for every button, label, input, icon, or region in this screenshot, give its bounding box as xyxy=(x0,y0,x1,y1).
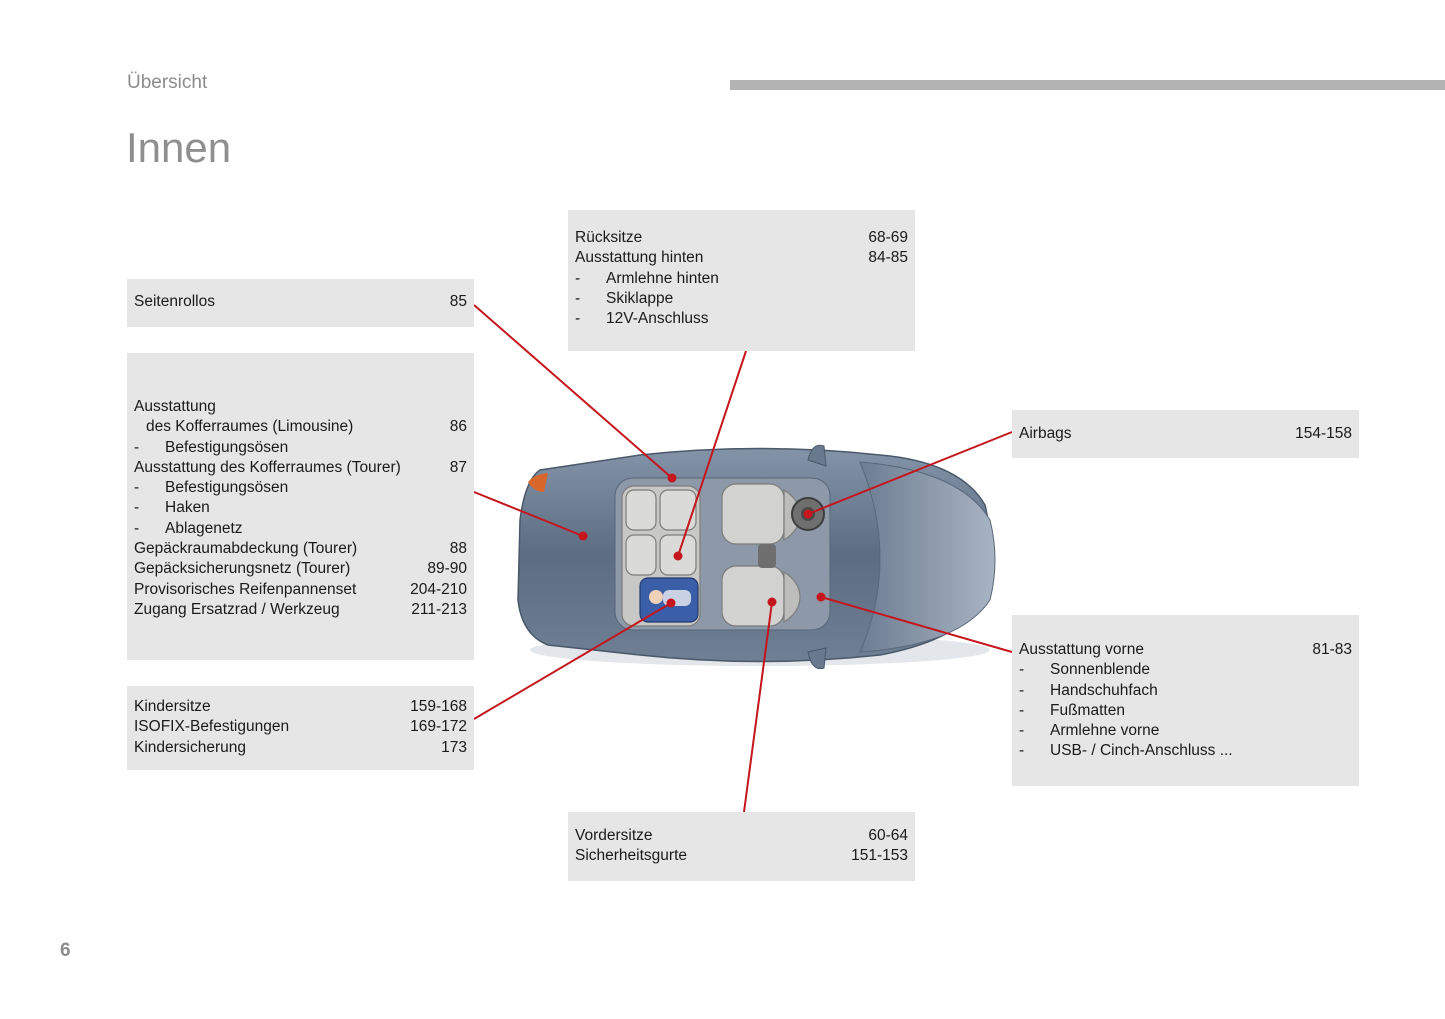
callout-label: - Befestigungsösen xyxy=(134,438,288,458)
callout-label: - Armlehne vorne xyxy=(1019,721,1159,741)
list-dash: - xyxy=(575,269,581,287)
callout-label: Gepäckraumabdeckung (Tourer) xyxy=(134,540,358,558)
callout-row xyxy=(1019,701,1352,721)
callout-row xyxy=(134,519,467,539)
leader-airbags-dot xyxy=(804,510,813,519)
callout-row xyxy=(134,717,467,737)
list-dash: - xyxy=(1019,661,1025,679)
callout-row xyxy=(134,580,467,600)
page-title: Innen xyxy=(126,124,232,171)
callout-label: - Haken xyxy=(134,498,210,518)
list-dash: - xyxy=(134,499,140,517)
list-dash: - xyxy=(134,479,140,497)
leader-kofferraum-dot xyxy=(579,532,588,541)
callout-row xyxy=(134,458,467,478)
callout-row xyxy=(1019,424,1352,444)
callout-ruecksitze xyxy=(568,210,915,351)
callout-label: - 12V-Anschluss xyxy=(575,309,709,329)
callout-row xyxy=(134,498,467,518)
callout-page-ref: 159-168 xyxy=(410,698,467,715)
callout-page-ref: 81-83 xyxy=(1312,641,1352,658)
callout-label: - Ablagenetz xyxy=(134,519,243,539)
callout-row xyxy=(134,738,467,758)
callout-label: - Fußmatten xyxy=(1019,701,1125,721)
callout-row xyxy=(1019,721,1352,741)
list-dash: - xyxy=(575,310,581,328)
callout-label: des Kofferraumes (Limousine) xyxy=(146,418,354,436)
callout-page-ref: 154-158 xyxy=(1295,425,1352,442)
center-console xyxy=(758,544,776,568)
callout-row xyxy=(134,478,467,498)
callout-page-ref: 84-85 xyxy=(868,249,908,267)
callout-row xyxy=(1019,660,1352,680)
leader-seitenrollos-dot xyxy=(668,474,677,483)
leader-vordersitze-dot xyxy=(768,598,777,607)
callout-page-ref: 204-210 xyxy=(410,580,467,598)
callout-row xyxy=(575,826,908,846)
callout-label: Kindersicherung xyxy=(134,738,247,756)
callout-label: Seitenrollos xyxy=(134,293,215,310)
callout-page-ref: 85 xyxy=(449,293,467,310)
list-dash: - xyxy=(1019,722,1025,740)
callout-page-ref: 87 xyxy=(449,458,467,476)
callout-label: Zugang Ersatzrad / Werkzeug xyxy=(134,600,340,618)
callout-label: - USB- / Cinch-Anschluss ... xyxy=(1019,741,1233,761)
callout-row xyxy=(1019,640,1352,660)
callout-label: ISOFIX-Befestigungen xyxy=(134,718,290,736)
callout-kofferraum xyxy=(127,353,474,660)
callout-label: - Sonnenblende xyxy=(1019,660,1150,680)
callout-page-ref: 60-64 xyxy=(868,827,908,844)
callout-label: Vordersitze xyxy=(575,827,653,844)
callout-label: Airbags xyxy=(1019,425,1072,442)
leader-kindersitze-dot xyxy=(667,599,676,608)
callout-label: Kindersitze xyxy=(134,698,211,715)
callout-page-ref: 151-153 xyxy=(851,847,908,865)
callout-row xyxy=(134,697,467,717)
callout-row xyxy=(134,417,467,437)
callout-label: Provisorisches Reifenpannenset xyxy=(134,580,357,598)
callout-ausstattung-vorne xyxy=(1012,615,1359,786)
callout-label: - Armlehne hinten xyxy=(575,269,719,289)
callout-page-ref: 169-172 xyxy=(410,718,467,736)
callout-row xyxy=(134,397,467,417)
callout-label: - Skiklappe xyxy=(575,289,673,309)
list-dash: - xyxy=(134,519,140,537)
callout-row xyxy=(134,438,467,458)
callout-label: - Befestigungsösen xyxy=(134,478,288,498)
callout-label: Sicherheitsgurte xyxy=(575,847,688,865)
callout-page-ref: 88 xyxy=(449,540,467,558)
callout-page-ref: 89-90 xyxy=(427,560,467,578)
list-dash: - xyxy=(1019,701,1025,719)
callout-airbags xyxy=(1012,410,1359,458)
callout-seitenrollos xyxy=(127,279,474,327)
callout-row xyxy=(575,289,908,309)
callout-row xyxy=(575,846,908,866)
section-label: Übersicht xyxy=(127,72,208,93)
callout-row xyxy=(1019,741,1352,761)
callout-label: Ausstattung des Kofferraumes (Tourer) xyxy=(134,458,401,476)
callout-label: Ausstattung vorne xyxy=(1019,641,1144,658)
callout-row xyxy=(134,539,467,559)
list-dash: - xyxy=(575,289,581,307)
leader-ausstattung-vorne-dot xyxy=(817,593,826,602)
callout-page-ref: 173 xyxy=(441,738,467,756)
list-dash: - xyxy=(1019,681,1025,699)
callout-row xyxy=(134,600,467,620)
callout-page-ref: 68-69 xyxy=(868,229,908,246)
callout-vordersitze xyxy=(568,812,915,881)
callout-page-ref: 211-213 xyxy=(411,600,467,618)
callout-row xyxy=(1019,681,1352,701)
callout-row xyxy=(575,309,908,329)
callout-label: Ausstattung hinten xyxy=(575,249,704,267)
callout-row xyxy=(134,292,467,312)
callout-kindersitze xyxy=(127,686,474,770)
callout-label: Rücksitze xyxy=(575,229,643,246)
callout-row xyxy=(575,269,908,289)
leader-ruecksitze-dot xyxy=(674,552,683,561)
callout-row xyxy=(575,248,908,268)
list-dash: - xyxy=(134,438,140,456)
page-number: 6 xyxy=(60,940,71,961)
list-dash: - xyxy=(1019,742,1025,760)
callout-row xyxy=(134,559,467,579)
callout-label: Ausstattung xyxy=(134,398,216,415)
callout-page-ref: 86 xyxy=(449,418,467,436)
callout-label: Gepäcksicherungsnetz (Tourer) xyxy=(134,560,351,578)
callout-row xyxy=(575,228,908,248)
callout-label: - Handschuhfach xyxy=(1019,681,1158,701)
